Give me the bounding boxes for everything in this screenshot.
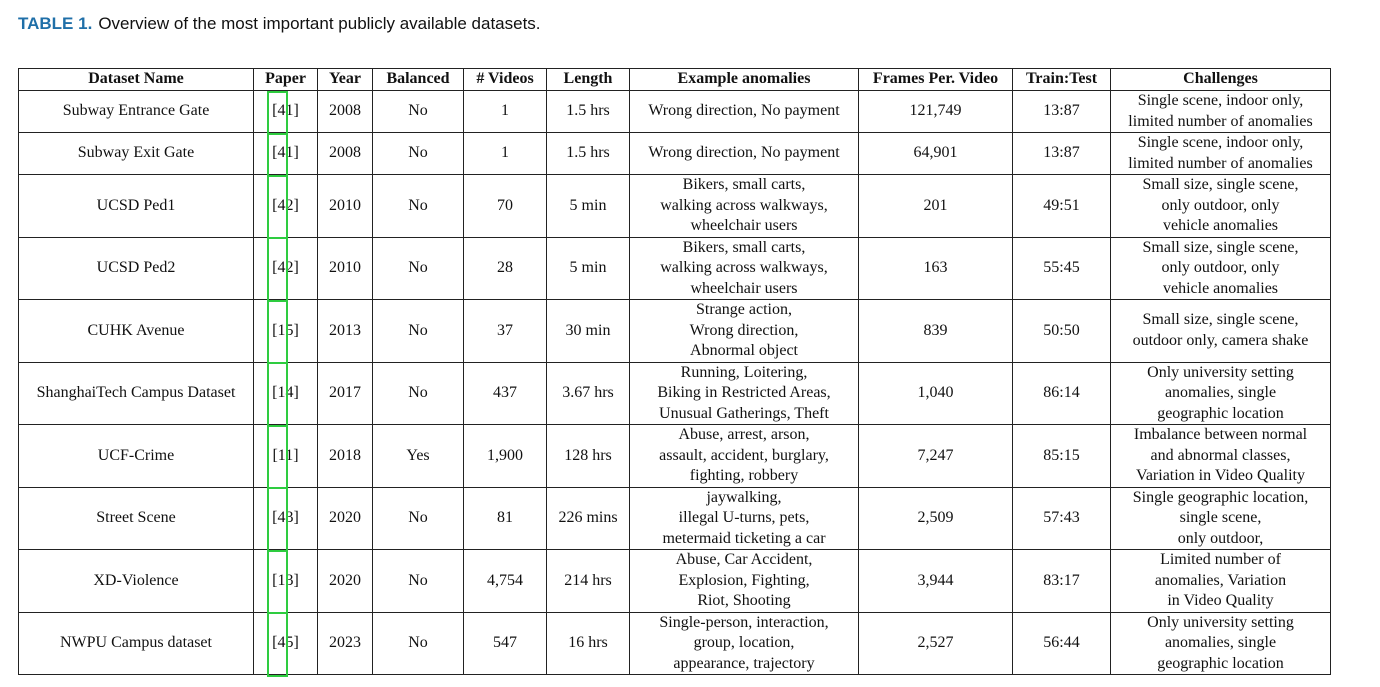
challenges-line: Single scene, indoor only,: [1137, 134, 1304, 151]
challenges-cell: [1111, 362, 1331, 425]
challenges-cell: [1111, 550, 1331, 613]
challenges-line: Imbalance between normal: [1133, 426, 1308, 443]
length-cell: 16 hrs: [547, 612, 630, 675]
balanced-cell: No: [373, 487, 464, 550]
table-row: [19, 133, 1331, 175]
frames-per-video-cell: 7,247: [859, 425, 1013, 488]
year-cell: 2020: [318, 550, 373, 613]
dataset-name-cell: XD-Violence: [19, 550, 254, 613]
challenges-line: Single geographic location,: [1132, 488, 1309, 506]
balanced-cell: No: [373, 91, 464, 133]
length-cell: 128 hrs: [547, 425, 630, 488]
paper-ref-cell: [254, 175, 318, 238]
example-anomalies-line: Abuse, arrest, arson,: [678, 426, 810, 443]
table-row: [19, 612, 1331, 675]
example-anomalies-cell: [630, 175, 859, 238]
header-balanced: Balanced: [373, 69, 464, 91]
challenges-line: Only university setting: [1147, 363, 1294, 381]
example-anomalies-line: Running, Loitering,: [680, 363, 808, 381]
header-videos: # Videos: [464, 69, 547, 91]
example-anomalies-line: fighting, robbery: [689, 467, 799, 484]
year-cell: 2018: [318, 425, 373, 488]
paper-ref-cell: [254, 612, 318, 675]
frames-per-video-cell: 201: [859, 175, 1013, 238]
year-cell: 2008: [318, 91, 373, 133]
challenges-line: in Video Quality: [1167, 592, 1274, 609]
table-row: [19, 487, 1331, 550]
datasets-table: [18, 68, 1331, 675]
example-anomalies-line: wheelchair users: [690, 217, 798, 234]
example-anomalies-cell: [630, 133, 859, 175]
length-cell: 1.5 hrs: [547, 133, 630, 175]
example-anomalies-line: group, location,: [693, 634, 795, 651]
dataset-name-cell: CUHK Avenue: [19, 300, 254, 363]
challenges-line: Only university setting: [1147, 613, 1294, 631]
frames-per-video-cell: 163: [859, 237, 1013, 300]
year-cell: 2008: [318, 133, 373, 175]
challenges-cell: [1111, 612, 1331, 675]
dataset-name-cell: UCF-Crime: [19, 425, 254, 488]
table-caption: [18, 14, 541, 34]
balanced-cell: No: [373, 175, 464, 238]
train-test-cell: 49:51: [1013, 175, 1111, 238]
paper-ref-cell: [254, 133, 318, 175]
table-row: [19, 300, 1331, 363]
videos-cell: 547: [464, 612, 547, 675]
challenges-cell: [1111, 300, 1331, 363]
videos-cell: 70: [464, 175, 547, 238]
challenges-cell: [1111, 91, 1331, 133]
balanced-cell: No: [373, 300, 464, 363]
example-anomalies-line: Unusual Gatherings, Theft: [659, 404, 829, 422]
table-row: [19, 237, 1331, 300]
challenges-line: limited number of anomalies: [1128, 112, 1313, 130]
example-anomalies-cell: [630, 300, 859, 363]
paper-ref-cell: [254, 300, 318, 363]
balanced-cell: No: [373, 237, 464, 300]
example-anomalies-cell: [630, 550, 859, 613]
example-anomalies-line: Wrong direction, No payment: [648, 102, 840, 120]
header-dataset-name: Dataset Name: [19, 69, 254, 91]
challenges-line: geographic location: [1157, 404, 1284, 422]
paper-citation-link[interactable]: [ 42 ]: [272, 258, 299, 279]
example-anomalies-line: Riot, Shooting: [697, 592, 791, 609]
example-anomalies-line: wheelchair users: [690, 279, 798, 297]
balanced-cell: No: [373, 550, 464, 613]
dataset-name-cell: UCSD Ped2: [19, 237, 254, 300]
example-anomalies-line: appearance, trajectory: [673, 654, 815, 672]
example-anomalies-line: Explosion, Fighting,: [678, 571, 810, 589]
challenges-line: outdoor only, camera shake: [1132, 331, 1309, 349]
example-anomalies-cell: [630, 237, 859, 300]
example-anomalies-line: jaywalking,: [706, 488, 782, 506]
example-anomalies-cell: [630, 425, 859, 488]
challenges-line: and abnormal classes,: [1150, 446, 1291, 464]
challenges-line: Single scene, indoor only,: [1137, 92, 1304, 109]
balanced-cell: No: [373, 133, 464, 175]
dataset-name-cell: Subway Entrance Gate: [19, 91, 254, 133]
header-row: [19, 69, 1331, 91]
dataset-name-cell: NWPU Campus dataset: [19, 612, 254, 675]
length-cell: 3.67 hrs: [547, 362, 630, 425]
example-anomalies-line: Strange action,: [696, 301, 792, 318]
challenges-cell: [1111, 133, 1331, 175]
year-cell: 2010: [318, 237, 373, 300]
year-cell: 2017: [318, 362, 373, 425]
train-test-cell: 83:17: [1013, 550, 1111, 613]
example-anomalies-line: Wrong direction,: [689, 321, 799, 339]
header-train-test: Train:Test: [1013, 69, 1111, 91]
paper-citation-link[interactable]: [ 14 ]: [272, 383, 299, 404]
year-cell: 2013: [318, 300, 373, 363]
train-test-cell: 56:44: [1013, 612, 1111, 675]
header-paper: Paper: [254, 69, 318, 91]
example-anomalies-line: Bikers, small carts,: [682, 176, 806, 193]
header-year: Year: [318, 69, 373, 91]
challenges-line: anomalies, Variation: [1154, 571, 1287, 589]
table-row: [19, 550, 1331, 613]
example-anomalies-cell: [630, 91, 859, 133]
train-test-cell: 13:87: [1013, 91, 1111, 133]
frames-per-video-cell: 2,527: [859, 612, 1013, 675]
example-anomalies-line: walking across walkways,: [660, 259, 828, 276]
year-cell: 2020: [318, 487, 373, 550]
length-cell: 214 hrs: [547, 550, 630, 613]
challenges-line: Small size, single scene,: [1142, 238, 1299, 256]
table-caption-label: TABLE 1.: [18, 14, 93, 33]
challenges-cell: [1111, 487, 1331, 550]
challenges-line: vehicle anomalies: [1162, 217, 1279, 234]
example-anomalies-line: assault, accident, burglary,: [659, 446, 829, 464]
paper-ref-cell: [254, 362, 318, 425]
videos-cell: 4,754: [464, 550, 547, 613]
challenges-line: anomalies, single: [1164, 384, 1277, 401]
challenges-cell: [1111, 237, 1331, 300]
train-test-cell: 86:14: [1013, 362, 1111, 425]
train-test-cell: 57:43: [1013, 487, 1111, 550]
paper-citation-link[interactable]: [ 41 ]: [272, 143, 299, 164]
challenges-line: single scene,: [1179, 509, 1262, 526]
year-cell: 2010: [318, 175, 373, 238]
header-challenges: Challenges: [1111, 69, 1331, 91]
frames-per-video-cell: 2,509: [859, 487, 1013, 550]
challenges-line: only outdoor,: [1177, 529, 1264, 547]
example-anomalies-line: Wrong direction, No payment: [648, 144, 840, 162]
paper-citation-link[interactable]: [ 11 ]: [272, 446, 298, 467]
paper-citation-link[interactable]: [ 42 ]: [272, 196, 299, 217]
videos-cell: 1: [464, 133, 547, 175]
paper-ref-cell: [254, 91, 318, 133]
balanced-cell: No: [373, 612, 464, 675]
frames-per-video-cell: 3,944: [859, 550, 1013, 613]
challenges-line: only outdoor, only: [1161, 259, 1280, 276]
train-test-cell: 55:45: [1013, 237, 1111, 300]
paper-citation-link[interactable]: [ 43 ]: [272, 508, 299, 529]
challenges-line: vehicle anomalies: [1162, 279, 1279, 297]
dataset-name-cell: ShanghaiTech Campus Dataset: [19, 362, 254, 425]
train-test-cell: 50:50: [1013, 300, 1111, 363]
example-anomalies-line: walking across walkways,: [660, 196, 828, 214]
frames-per-video-cell: 64,901: [859, 133, 1013, 175]
example-anomalies-line: Bikers, small carts,: [682, 238, 806, 256]
dataset-name-cell: Subway Exit Gate: [19, 133, 254, 175]
challenges-line: Small size, single scene,: [1142, 311, 1299, 329]
example-anomalies-line: Abnormal object: [690, 342, 798, 359]
length-cell: 30 min: [547, 300, 630, 363]
challenges-cell: [1111, 175, 1331, 238]
length-cell: 5 min: [547, 175, 630, 238]
paper-citation-link[interactable]: [ 41 ]: [272, 101, 299, 122]
length-cell: 226 mins: [547, 487, 630, 550]
challenges-line: Small size, single scene,: [1142, 176, 1299, 193]
header-example-anomalies: Example anomalies: [630, 69, 859, 91]
train-test-cell: 13:87: [1013, 133, 1111, 175]
challenges-line: anomalies, single: [1164, 634, 1277, 651]
paper-citation-link[interactable]: [ 13 ]: [272, 571, 299, 592]
paper-citation-link[interactable]: [ 45 ]: [272, 633, 299, 654]
videos-cell: 437: [464, 362, 547, 425]
paper-ref-cell: [254, 237, 318, 300]
challenges-line: Variation in Video Quality: [1136, 467, 1305, 484]
header-frames-per-video: Frames Per. Video: [859, 69, 1013, 91]
videos-cell: 37: [464, 300, 547, 363]
frames-per-video-cell: 121,749: [859, 91, 1013, 133]
example-anomalies-line: Abuse, Car Accident,: [675, 551, 813, 568]
example-anomalies-cell: [630, 487, 859, 550]
year-cell: 2023: [318, 612, 373, 675]
challenges-cell: [1111, 425, 1331, 488]
videos-cell: 28: [464, 237, 547, 300]
example-anomalies-cell: [630, 612, 859, 675]
balanced-cell: Yes: [373, 425, 464, 488]
paper-ref-cell: [254, 487, 318, 550]
table-row: [19, 425, 1331, 488]
challenges-line: geographic location: [1157, 654, 1284, 672]
videos-cell: 81: [464, 487, 547, 550]
frames-per-video-cell: 1,040: [859, 362, 1013, 425]
videos-cell: 1,900: [464, 425, 547, 488]
example-anomalies-cell: [630, 362, 859, 425]
paper-ref-cell: [254, 550, 318, 613]
paper-ref-cell: [254, 425, 318, 488]
challenges-line: Limited number of: [1160, 551, 1281, 568]
videos-cell: 1: [464, 91, 547, 133]
challenges-line: only outdoor, only: [1161, 196, 1280, 214]
dataset-name-cell: Street Scene: [19, 487, 254, 550]
table-row: [19, 175, 1331, 238]
table-row: [19, 362, 1331, 425]
table-caption-text: Overview of the most important publicly available datasets.: [98, 14, 541, 33]
challenges-line: limited number of anomalies: [1128, 154, 1313, 172]
example-anomalies-line: metermaid ticketing a car: [662, 529, 826, 547]
length-cell: 5 min: [547, 237, 630, 300]
example-anomalies-line: illegal U-turns, pets,: [678, 509, 810, 526]
header-length: Length: [547, 69, 630, 91]
example-anomalies-line: Single-person, interaction,: [659, 613, 829, 631]
table-row: [19, 91, 1331, 133]
length-cell: 1.5 hrs: [547, 91, 630, 133]
example-anomalies-line: Biking in Restricted Areas,: [657, 384, 831, 401]
dataset-name-cell: UCSD Ped1: [19, 175, 254, 238]
train-test-cell: 85:15: [1013, 425, 1111, 488]
paper-citation-link[interactable]: [ 15 ]: [272, 321, 299, 342]
frames-per-video-cell: 839: [859, 300, 1013, 363]
balanced-cell: No: [373, 362, 464, 425]
